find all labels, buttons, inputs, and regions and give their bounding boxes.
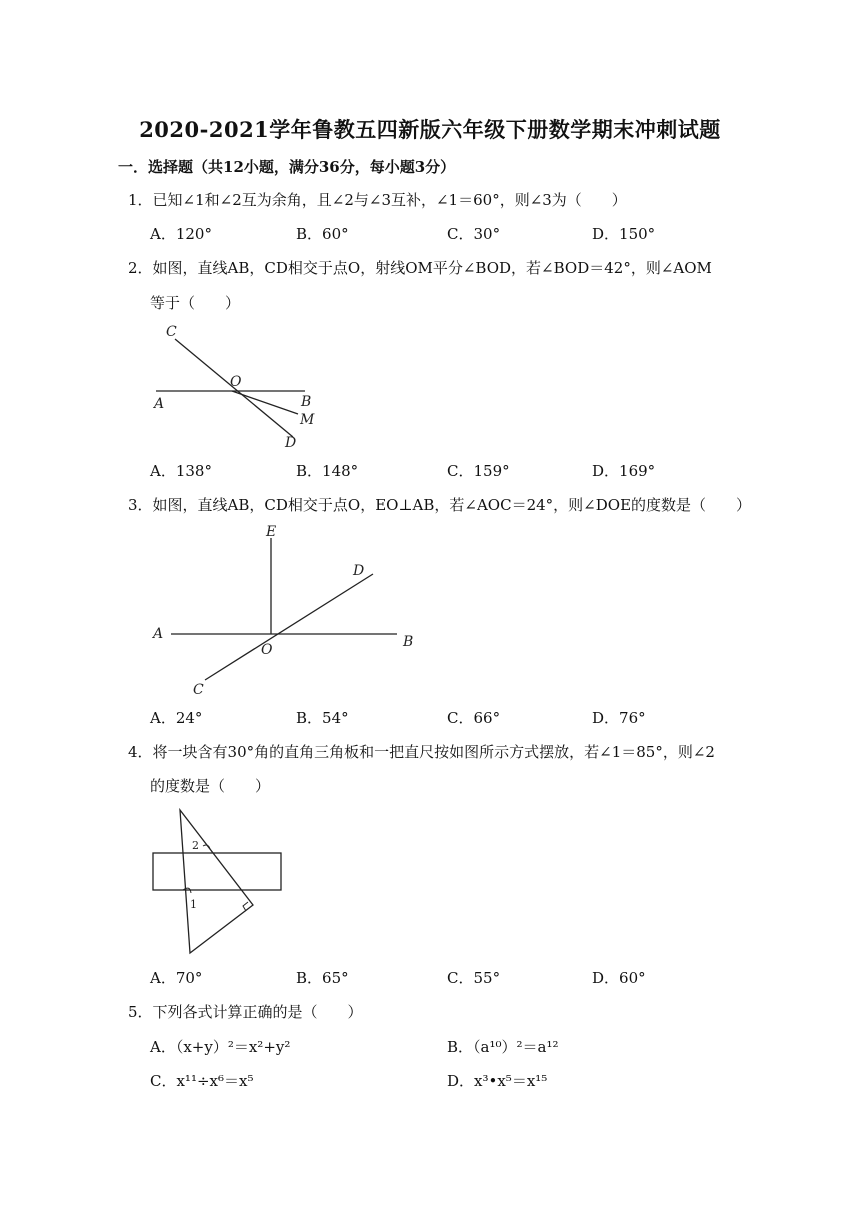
question-1-stem: 1．已知∠1和∠2互为余角，且∠2与∠3互补，∠1＝60°，则∠3为（ ） bbox=[128, 191, 627, 209]
figure-label-c: C bbox=[166, 324, 177, 340]
question-4-option-d: D．60° bbox=[592, 969, 646, 987]
question-1-option-b: B．60° bbox=[296, 225, 349, 243]
figure-label-a: A bbox=[153, 626, 164, 642]
question-2-option-a: A．138° bbox=[150, 462, 212, 480]
question-2-option-c: C．159° bbox=[447, 462, 510, 480]
figure-label-b: B bbox=[301, 394, 312, 410]
question-1-option-d: D．150° bbox=[592, 225, 656, 243]
question-5-option-d: D．x³•x⁵＝x¹⁵ bbox=[447, 1072, 548, 1090]
question-4-stem-continued: 的度数是（ ） bbox=[150, 777, 271, 795]
question-2-option-b: B．148° bbox=[296, 462, 359, 480]
figure-label-m: M bbox=[300, 412, 315, 428]
section-heading: 一．选择题（共12小题，满分36分，每小题3分） bbox=[118, 158, 456, 176]
figure-label-c: C bbox=[193, 682, 204, 698]
figure-label-angle-2: 2 bbox=[192, 839, 199, 852]
question-2-option-d: D．169° bbox=[592, 462, 656, 480]
figure-label-angle-1: 1 bbox=[190, 898, 197, 911]
question-4-option-b: B．65° bbox=[296, 969, 349, 987]
question-3-option-d: D．76° bbox=[592, 709, 646, 727]
figure-label-o: O bbox=[230, 374, 242, 390]
question-3-option-c: C．66° bbox=[447, 709, 501, 727]
question-2-figure bbox=[150, 320, 320, 452]
figure-label-b: B bbox=[403, 634, 414, 650]
question-2-stem-continued: 等于（ ） bbox=[150, 294, 241, 312]
question-3-figure bbox=[145, 522, 420, 700]
question-4-stem: 4．将一块含有30°角的直角三角板和一把直尺按如图所示方式摆放，若∠1＝85°，则∠2 bbox=[128, 743, 715, 761]
figure-label-a: A bbox=[154, 396, 165, 412]
question-5-option-b: B．（a¹⁰）²＝a¹² bbox=[447, 1038, 559, 1056]
question-3-option-a: A．24° bbox=[150, 709, 203, 727]
question-5-option-a: A．（x+y）²＝x²+y² bbox=[150, 1038, 291, 1056]
question-5-option-c: C．x¹¹÷x⁶＝x⁵ bbox=[150, 1072, 254, 1090]
figure-label-d: D bbox=[353, 563, 365, 579]
question-2-stem: 2．如图，直线AB，CD相交于点O，射线OM平分∠BOD，若∠BOD＝42°，则∠AOM bbox=[128, 259, 712, 277]
figure-label-e: E bbox=[266, 524, 277, 540]
page-title: 2020-2021学年鲁教五四新版六年级下册数学期末冲刺试题 bbox=[139, 117, 721, 142]
question-4-figure bbox=[150, 805, 285, 960]
question-1-option-a: A．120° bbox=[150, 225, 212, 243]
figure-label-o: O bbox=[261, 642, 273, 658]
question-4-option-c: C．55° bbox=[447, 969, 501, 987]
question-5-stem: 5．下列各式计算正确的是（ ） bbox=[128, 1003, 363, 1021]
question-3-option-b: B．54° bbox=[296, 709, 349, 727]
question-1-option-c: C．30° bbox=[447, 225, 501, 243]
question-4-option-a: A．70° bbox=[150, 969, 203, 987]
question-3-stem: 3．如图，直线AB，CD相交于点O，EO⊥AB，若∠AOC＝24°，则∠DOE的度数是（ ） bbox=[128, 496, 752, 514]
figure-label-d: D bbox=[285, 435, 297, 451]
